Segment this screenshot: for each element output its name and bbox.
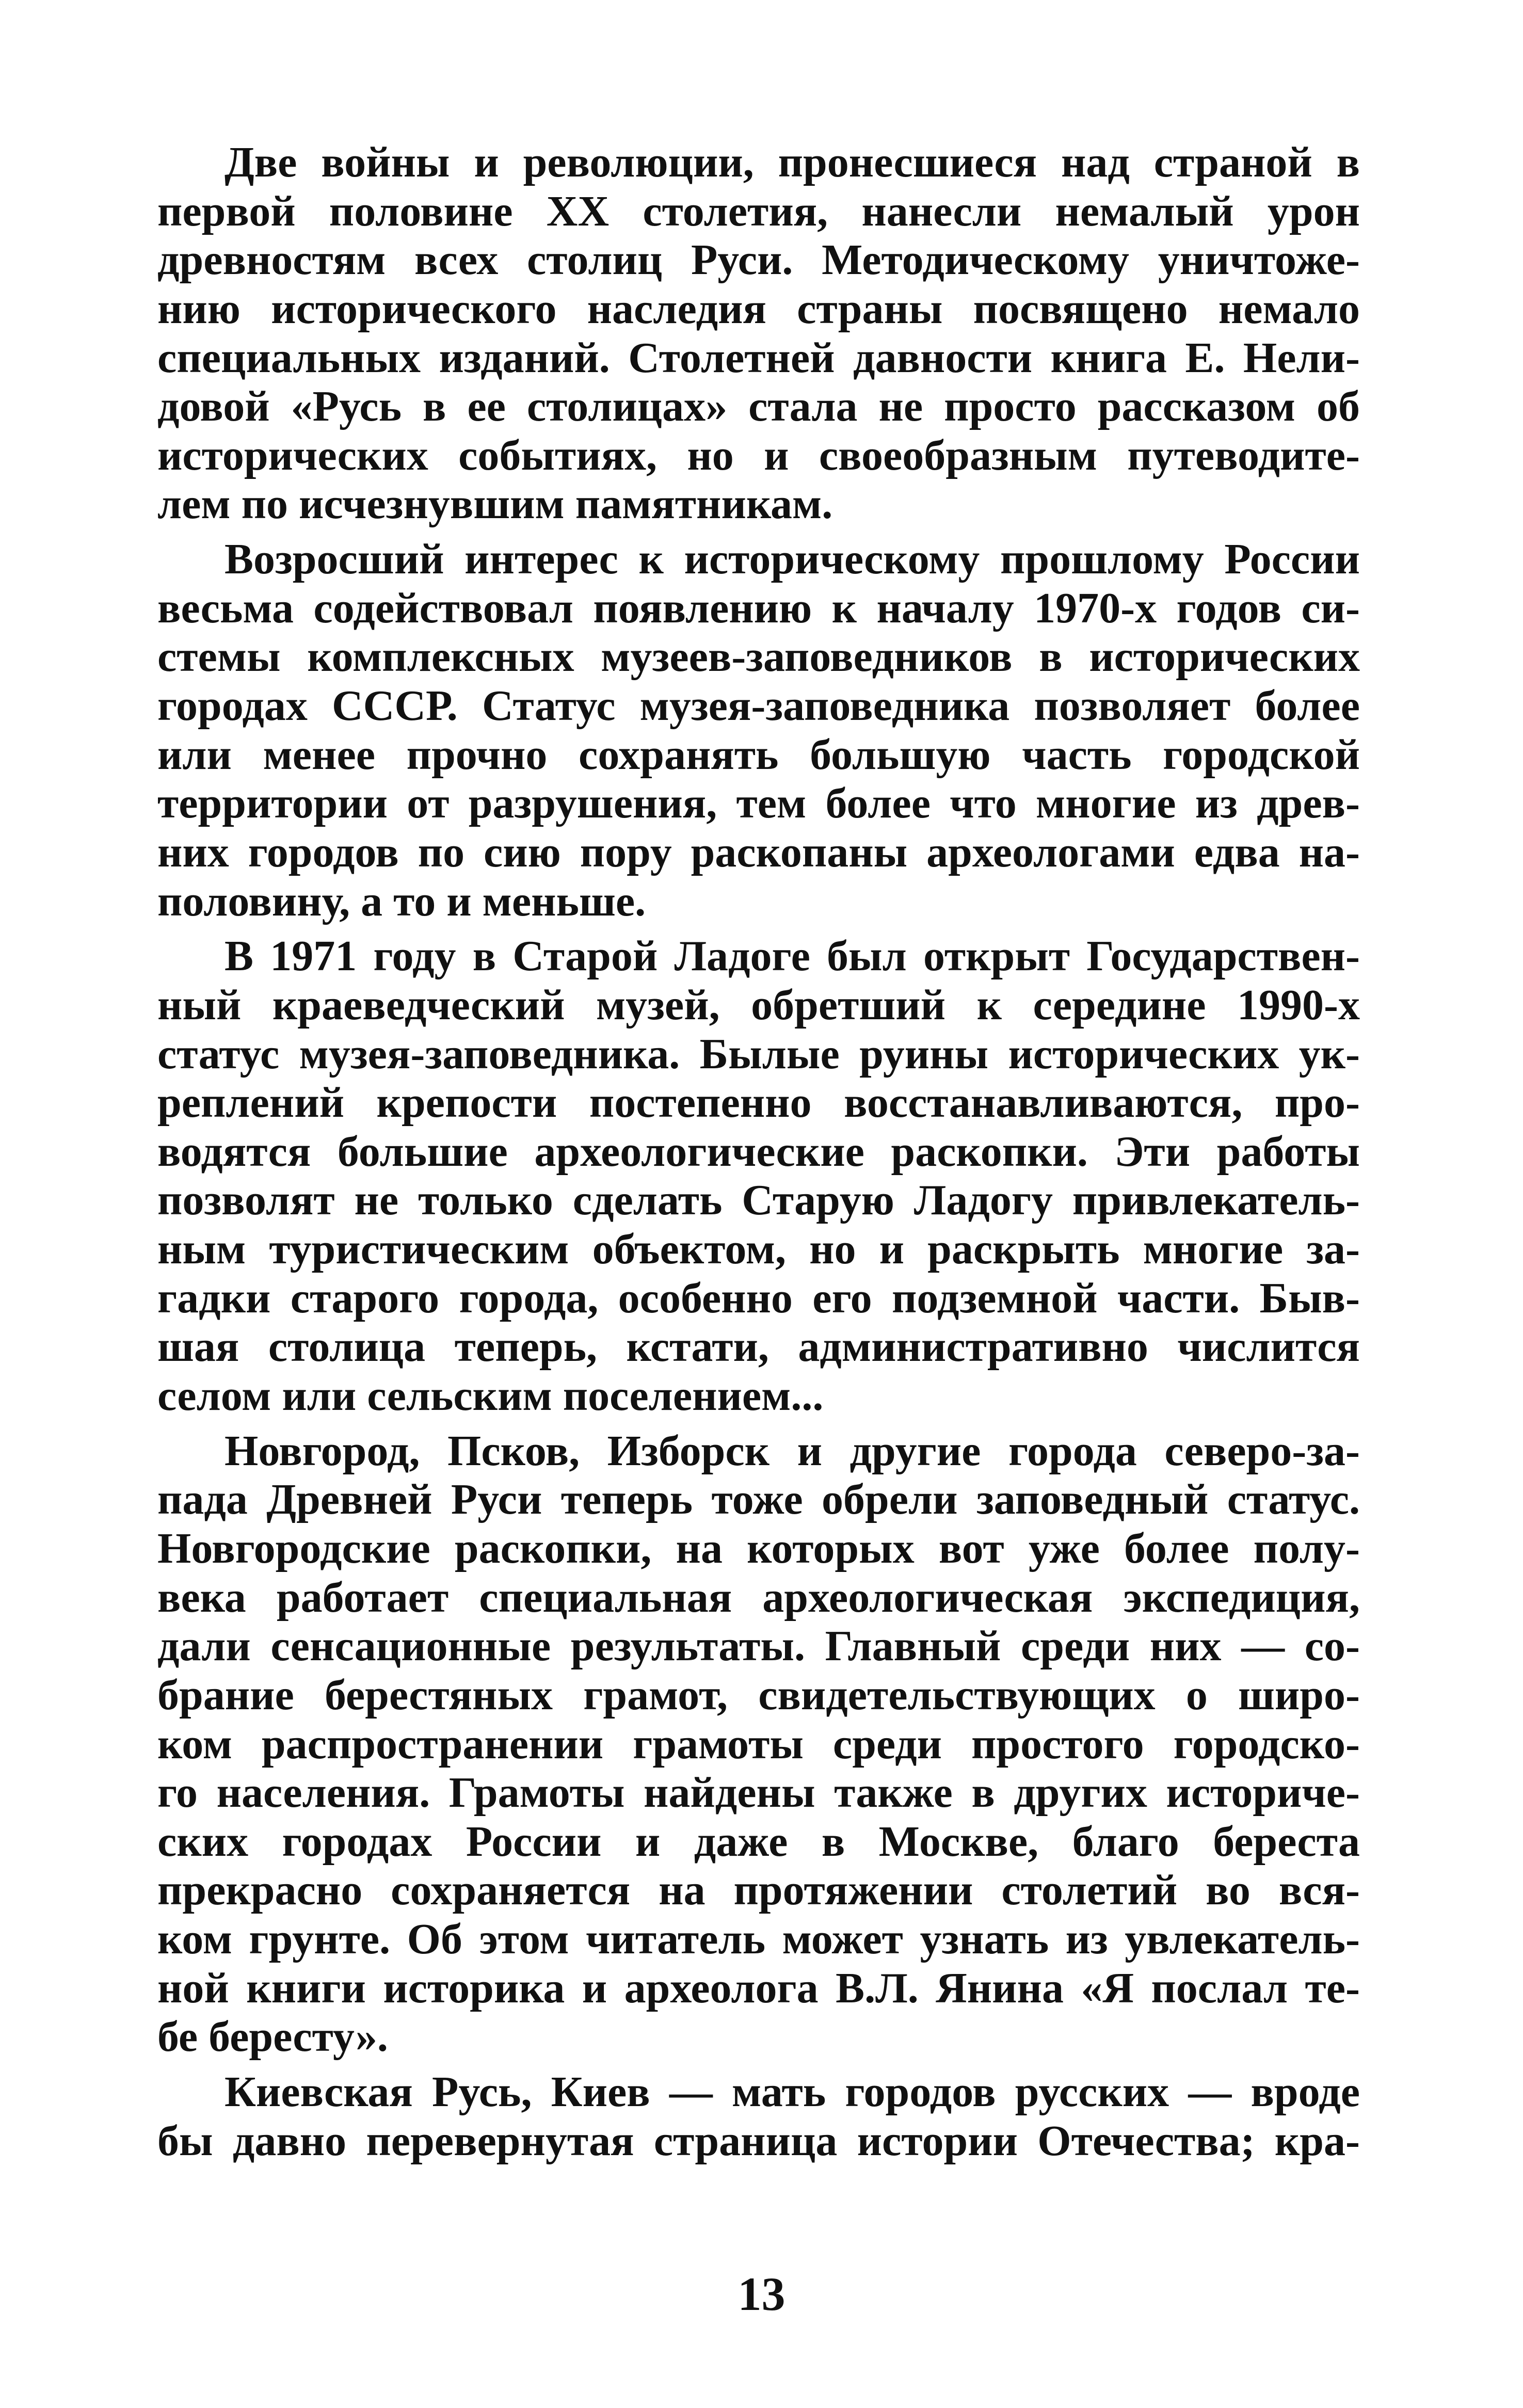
- text-line: прекрасно сохраняется на протяжении столетий во вся-: [157, 1866, 1360, 1915]
- paragraph: [157, 1427, 1360, 2062]
- text-line: них городов по сию пору раскопаны археологами едва на-: [157, 828, 1360, 876]
- text-line: бы давно перевернутая страница истории Отечества; кра-: [157, 2116, 1360, 2165]
- text-line: В 1971 году в Старой Ладоге был открыт Государствен-: [225, 932, 1360, 981]
- paragraph: [157, 2068, 1360, 2165]
- text-line: весьма содействовал появлению к началу 1970-х годов си-: [157, 584, 1360, 632]
- text-line: реплений крепости постепенно восстанавливаются, про-: [157, 1079, 1360, 1127]
- paragraph: [157, 932, 1360, 1420]
- text-line: дали сенсационные результаты. Главный среди них — со-: [157, 1622, 1360, 1671]
- paragraph: [157, 535, 1360, 926]
- text-line: первой половине XX столетия, нанесли немалый урон: [157, 187, 1360, 235]
- text-line: специальных изданий. Столетней давности книга Е. Нели-: [157, 333, 1360, 382]
- text-line: ной книги историка и археолога В.Л. Янина «Я послал те-: [157, 1964, 1360, 2012]
- text-line: позволят не только сделать Старую Ладогу привлекатель-: [157, 1176, 1360, 1225]
- text-line: века работает специальная археологическая экспедиция,: [157, 1573, 1360, 1622]
- text-line: го населения. Грамоты найдены также в других историче-: [157, 1769, 1360, 1817]
- text-line: бе бересту».: [157, 2013, 388, 2061]
- text-line: брание берестяных грамот, свидетельствующих о широ-: [157, 1671, 1360, 1719]
- text-line: Две войны и революции, пронесшиеся над страной в: [225, 138, 1360, 186]
- paragraph: [157, 138, 1360, 529]
- text-line: древностям всех столиц Руси. Методическому уничтоже-: [157, 236, 1360, 284]
- text-line: городах СССР. Статус музея-заповедника позволяет более: [157, 682, 1360, 730]
- text-line: гадки старого города, особенно его подземной части. Быв-: [157, 1274, 1360, 1322]
- text-line: стемы комплексных музеев-заповедников в исторических: [157, 633, 1360, 681]
- body-text: [157, 138, 1360, 2165]
- text-line: пада Древней Руси теперь тоже обрели заповедный статус.: [157, 1475, 1360, 1524]
- text-line: статус музея-заповедника. Былые руины исторических ук-: [157, 1030, 1360, 1078]
- text-line: исторических событиях, но и своеобразным путеводите-: [157, 431, 1360, 479]
- text-line: ских городах России и даже в Москве, благо береста: [157, 1817, 1360, 1866]
- text-line: нию исторического наследия страны посвящено немало: [157, 284, 1360, 333]
- text-line: территории от разрушения, тем более что многие из древ-: [157, 779, 1360, 828]
- text-line: лем по исчезнувшим памятникам.: [157, 480, 833, 528]
- page-number: 13: [738, 2268, 785, 2320]
- text-line: или менее прочно сохранять большую часть городской: [157, 730, 1360, 779]
- text-line: ком грунте. Об этом читатель может узнать из увлекатель-: [157, 1915, 1360, 1964]
- text-line: Новгород, Псков, Изборск и другие города северо-за-: [225, 1426, 1360, 1475]
- text-line: ным туристическим объектом, но и раскрыть многие за-: [157, 1225, 1360, 1274]
- text-line: шая столица теперь, кстати, административно числится: [157, 1323, 1360, 1371]
- text-line: довой «Русь в ее столицах» стала не просто рассказом об: [157, 382, 1360, 431]
- text-line: ком распространении грамоты среди простого городско-: [157, 1720, 1360, 1768]
- text-line: Возросший интерес к историческому прошлому России: [225, 535, 1360, 584]
- text-line: половину, а то и меньше.: [157, 877, 646, 925]
- text-line: ный краеведческий музей, обретший к середине 1990-х: [157, 981, 1360, 1029]
- text-line: водятся большие археологические раскопки. Эти работы: [157, 1127, 1360, 1176]
- text-line: селом или сельским поселением...: [157, 1372, 824, 1420]
- text-line: Киевская Русь, Киев — мать городов русских — вроде: [225, 2067, 1360, 2116]
- text-line: Новгородские раскопки, на которых вот уже более полу-: [157, 1524, 1360, 1572]
